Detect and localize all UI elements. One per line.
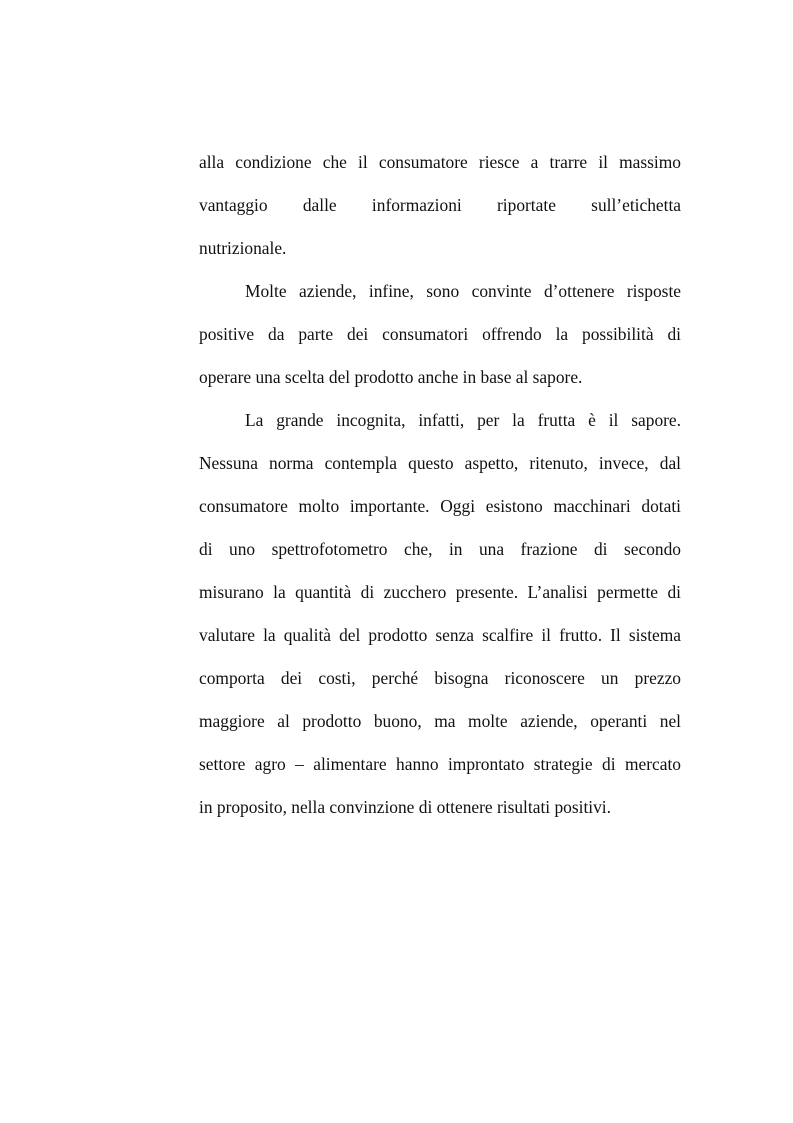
text-line: maggiore al prodotto buono, ma molte aziende, operanti nel xyxy=(199,711,681,731)
text-line: positive da parte dei consumatori offrendo la possibilità di xyxy=(199,324,681,344)
text-line: valutare la qualità del prodotto senza scalfire il frutto. Il sistema xyxy=(199,625,681,645)
text-line: La grande incognita, infatti, per la frutta è il sapore. xyxy=(245,410,681,430)
text-line: misurano la quantità di zucchero presente. L’analisi permette di xyxy=(199,582,681,602)
text-line: vantaggio dalle informazioni riportate sull’etichetta xyxy=(199,195,681,215)
text-line: operare una scelta del prodotto anche in base al sapore. xyxy=(199,367,583,387)
text-line: di uno spettrofotometro che, in una frazione di secondo xyxy=(199,539,681,559)
text-line: in proposito, nella convinzione di ottenere risultati positivi. xyxy=(199,797,611,817)
text-line: Molte aziende, infine, sono convinte d’ottenere risposte xyxy=(245,281,681,301)
body-text xyxy=(199,146,681,834)
text-line: nutrizionale. xyxy=(199,238,287,258)
text-line: comporta dei costi, perché bisogna riconoscere un prezzo xyxy=(199,668,681,688)
text-line: settore agro – alimentare hanno improntato strategie di mercato xyxy=(199,754,681,774)
text-line: consumatore molto importante. Oggi esistono macchinari dotati xyxy=(199,496,681,516)
text-line: Nessuna norma contempla questo aspetto, ritenuto, invece, dal xyxy=(199,453,681,473)
text-line: alla condizione che il consumatore riesce a trarre il massimo xyxy=(199,152,681,172)
